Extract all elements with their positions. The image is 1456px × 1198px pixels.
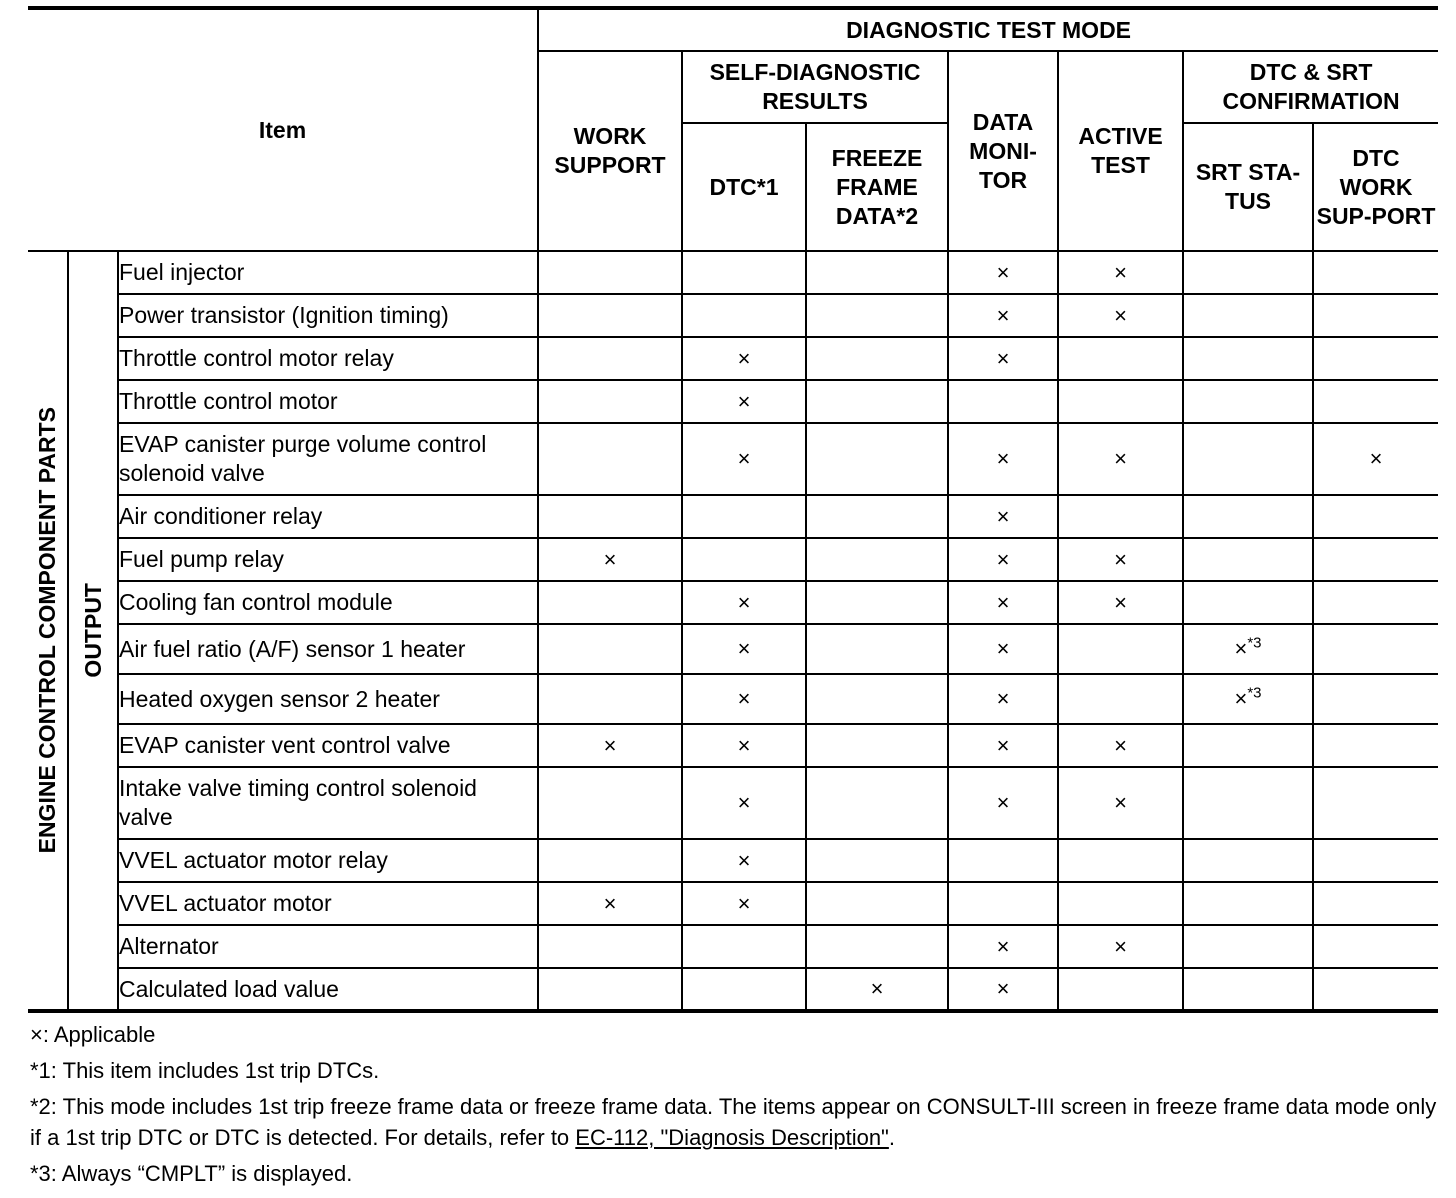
cell-work-support xyxy=(538,495,682,538)
cell-active-test xyxy=(1058,839,1183,882)
cell-data-monitor xyxy=(948,882,1058,925)
table-row xyxy=(28,423,1438,495)
cell-active-test xyxy=(1058,251,1183,294)
cell-dtc xyxy=(682,294,806,337)
applicable-mark: × xyxy=(737,890,751,916)
header-freeze-frame-data: FREEZE FRAME DATA*2 xyxy=(806,123,948,251)
cell-data-monitor xyxy=(948,767,1058,839)
applicable-mark: × xyxy=(1234,636,1248,661)
table-row xyxy=(28,538,1438,581)
cell-work-support xyxy=(538,968,682,1011)
cell-srt-status xyxy=(1183,839,1313,882)
cell-freeze-frame xyxy=(806,423,948,495)
applicable-mark: × xyxy=(737,847,751,873)
table-row xyxy=(28,337,1438,380)
note-applicable: ×: Applicable xyxy=(30,1022,156,1047)
cell-active-test xyxy=(1058,882,1183,925)
cell-data-monitor xyxy=(948,337,1058,380)
row-item-label: Heated oxygen sensor 2 heater xyxy=(118,674,538,724)
table-row xyxy=(28,925,1438,968)
table-row xyxy=(28,968,1438,1011)
row-item-label: VVEL actuator motor xyxy=(118,882,538,925)
cell-srt-status xyxy=(1183,724,1313,767)
note-3: *3: Always “CMPLT” is displayed. xyxy=(30,1161,353,1186)
applicable-mark: × xyxy=(996,446,1010,471)
table-row xyxy=(28,674,1438,724)
cell-active-test xyxy=(1058,380,1183,423)
cell-data-monitor xyxy=(948,839,1058,882)
row-item-label: Air conditioner relay xyxy=(118,495,538,538)
cell-dtc xyxy=(682,538,806,581)
header-active-test: ACTIVE TEST xyxy=(1058,51,1183,251)
applicable-mark: × xyxy=(996,790,1010,815)
side-label-engine-control xyxy=(28,251,68,1011)
side-label-output xyxy=(68,251,118,1011)
cell-dtc-work-support xyxy=(1313,294,1438,337)
cell-active-test xyxy=(1058,724,1183,767)
cell-dtc-work-support xyxy=(1313,925,1438,968)
cell-dtc xyxy=(682,724,806,767)
applicable-mark: × xyxy=(996,686,1010,711)
applicable-mark: × xyxy=(1114,933,1127,959)
applicable-mark: × xyxy=(1114,589,1127,615)
cell-freeze-frame xyxy=(806,624,948,674)
cell-srt-status xyxy=(1183,538,1313,581)
applicable-mark: × xyxy=(870,976,884,1001)
header-self-diagnostic-results: SELF-DIAGNOSTIC RESULTS xyxy=(682,51,948,123)
table-row xyxy=(28,882,1438,925)
applicable-mark: × xyxy=(1369,446,1383,471)
row-item-label: Power transistor (Ignition timing) xyxy=(118,294,538,337)
note-1: *1: This item includes 1st trip DTCs. xyxy=(30,1058,380,1083)
cell-dtc-work-support xyxy=(1313,724,1438,767)
applicable-mark: × xyxy=(737,636,751,661)
cell-freeze-frame xyxy=(806,581,948,624)
cell-work-support xyxy=(538,674,682,724)
applicable-mark: × xyxy=(737,790,751,815)
cell-dtc xyxy=(682,674,806,724)
cell-work-support xyxy=(538,337,682,380)
cell-active-test xyxy=(1058,674,1183,724)
cell-srt-status xyxy=(1183,380,1313,423)
cell-dtc-work-support xyxy=(1313,251,1438,294)
row-item-label: Intake valve timing control solenoid valve xyxy=(118,767,538,839)
applicable-mark: × xyxy=(1114,259,1127,285)
cell-srt-status xyxy=(1183,968,1313,1011)
applicable-mark: × xyxy=(996,933,1010,959)
cell-freeze-frame xyxy=(806,968,948,1011)
row-item-label: Fuel injector xyxy=(118,251,538,294)
applicable-mark: × xyxy=(996,732,1010,758)
header-work-support: WORK SUPPORT xyxy=(538,51,682,251)
cell-freeze-frame xyxy=(806,294,948,337)
table-row xyxy=(28,724,1438,767)
cell-srt-status xyxy=(1183,624,1313,674)
row-item-label: Fuel pump relay xyxy=(118,538,538,581)
applicable-mark: × xyxy=(996,636,1010,661)
cell-active-test xyxy=(1058,767,1183,839)
note-2 xyxy=(30,1091,1438,1153)
applicable-mark: × xyxy=(996,259,1010,285)
cell-active-test xyxy=(1058,925,1183,968)
cell-data-monitor xyxy=(948,495,1058,538)
table-row xyxy=(28,839,1438,882)
diagnosis-description-link[interactable]: EC-112, "Diagnosis Description" xyxy=(575,1125,889,1150)
cell-work-support xyxy=(538,423,682,495)
cell-srt-status xyxy=(1183,423,1313,495)
cell-dtc-work-support xyxy=(1313,624,1438,674)
footnote-3-ref: *3 xyxy=(1247,634,1262,652)
cell-active-test xyxy=(1058,337,1183,380)
header-diagnostic-test-mode: DIAGNOSTIC TEST MODE xyxy=(538,8,1438,51)
cell-dtc xyxy=(682,624,806,674)
cell-data-monitor xyxy=(948,294,1058,337)
cell-data-monitor xyxy=(948,380,1058,423)
cell-active-test xyxy=(1058,294,1183,337)
cell-dtc xyxy=(682,839,806,882)
side-label-engine-control-text: ENGINE CONTROL COMPONENT PARTS xyxy=(34,407,60,854)
cell-dtc xyxy=(682,581,806,624)
cell-dtc-work-support xyxy=(1313,767,1438,839)
diagnostic-test-mode-table xyxy=(28,6,1438,1013)
applicable-mark: × xyxy=(1114,546,1127,572)
applicable-mark: × xyxy=(996,302,1010,328)
applicable-mark: × xyxy=(737,446,751,471)
note-2-end: . xyxy=(888,1125,895,1150)
cell-srt-status xyxy=(1183,581,1313,624)
cell-dtc xyxy=(682,251,806,294)
header-dtc-srt-confirmation: DTC & SRT CONFIRMATION xyxy=(1183,51,1438,123)
cell-active-test xyxy=(1058,423,1183,495)
document xyxy=(28,6,1438,1194)
cell-dtc xyxy=(682,380,806,423)
cell-freeze-frame xyxy=(806,674,948,724)
applicable-mark: × xyxy=(996,546,1010,572)
footnotes xyxy=(28,1019,1438,1189)
cell-srt-status xyxy=(1183,882,1313,925)
applicable-mark: × xyxy=(737,589,751,615)
cell-dtc-work-support xyxy=(1313,968,1438,1011)
header-dtc-work-support: DTC WORK SUP-PORT xyxy=(1313,123,1438,251)
row-item-label: Alternator xyxy=(118,925,538,968)
cell-dtc-work-support xyxy=(1313,495,1438,538)
cell-work-support xyxy=(538,767,682,839)
applicable-mark: × xyxy=(1114,446,1127,471)
cell-freeze-frame xyxy=(806,495,948,538)
cell-dtc xyxy=(682,423,806,495)
applicable-mark: × xyxy=(603,890,617,916)
table-row xyxy=(28,767,1438,839)
applicable-mark: × xyxy=(603,546,617,572)
cell-data-monitor xyxy=(948,624,1058,674)
applicable-mark: × xyxy=(737,345,751,371)
cell-work-support xyxy=(538,925,682,968)
cell-freeze-frame xyxy=(806,724,948,767)
cell-freeze-frame xyxy=(806,925,948,968)
row-item-label: Calculated load value xyxy=(118,968,538,1011)
applicable-mark: × xyxy=(996,976,1010,1001)
cell-work-support xyxy=(538,294,682,337)
row-item-label: Throttle control motor relay xyxy=(118,337,538,380)
applicable-mark: × xyxy=(996,589,1010,615)
cell-srt-status xyxy=(1183,925,1313,968)
applicable-mark: × xyxy=(1234,686,1248,711)
cell-dtc xyxy=(682,767,806,839)
cell-dtc-work-support xyxy=(1313,839,1438,882)
cell-dtc xyxy=(682,925,806,968)
cell-work-support xyxy=(538,251,682,294)
header-dtc: DTC*1 xyxy=(682,123,806,251)
cell-srt-status xyxy=(1183,337,1313,380)
table-row xyxy=(28,624,1438,674)
cell-freeze-frame xyxy=(806,882,948,925)
cell-data-monitor xyxy=(948,538,1058,581)
table-row xyxy=(28,380,1438,423)
cell-data-monitor xyxy=(948,581,1058,624)
table-body xyxy=(28,251,1438,1011)
cell-dtc xyxy=(682,882,806,925)
applicable-mark-note3 xyxy=(1234,636,1261,661)
applicable-mark: × xyxy=(996,345,1010,371)
applicable-mark: × xyxy=(996,503,1010,529)
cell-data-monitor xyxy=(948,674,1058,724)
applicable-mark: × xyxy=(1114,790,1127,815)
cell-data-monitor xyxy=(948,423,1058,495)
header-data-monitor: DATA MONI-TOR xyxy=(948,51,1058,251)
table-row xyxy=(28,495,1438,538)
applicable-mark: × xyxy=(737,732,751,758)
cell-data-monitor xyxy=(948,968,1058,1011)
cell-active-test xyxy=(1058,538,1183,581)
cell-freeze-frame xyxy=(806,839,948,882)
row-item-label: VVEL actuator motor relay xyxy=(118,839,538,882)
cell-freeze-frame xyxy=(806,538,948,581)
footnote-3-ref: *3 xyxy=(1247,684,1262,702)
cell-dtc-work-support xyxy=(1313,538,1438,581)
cell-dtc-work-support xyxy=(1313,423,1438,495)
row-item-label: EVAP canister vent control valve xyxy=(118,724,538,767)
table-row xyxy=(28,581,1438,624)
row-item-label: Air fuel ratio (A/F) sensor 1 heater xyxy=(118,624,538,674)
applicable-mark: × xyxy=(1114,302,1127,328)
row-item-label: Cooling fan control module xyxy=(118,581,538,624)
cell-srt-status xyxy=(1183,294,1313,337)
cell-active-test xyxy=(1058,495,1183,538)
cell-dtc-work-support xyxy=(1313,581,1438,624)
row-item-label: Throttle control motor xyxy=(118,380,538,423)
applicable-mark: × xyxy=(603,732,617,758)
table-row xyxy=(28,294,1438,337)
cell-freeze-frame xyxy=(806,380,948,423)
cell-dtc-work-support xyxy=(1313,337,1438,380)
applicable-mark: × xyxy=(1114,732,1127,758)
cell-work-support xyxy=(538,538,682,581)
cell-active-test xyxy=(1058,581,1183,624)
header-item: Item xyxy=(28,8,538,251)
cell-active-test xyxy=(1058,624,1183,674)
cell-dtc xyxy=(682,495,806,538)
cell-data-monitor xyxy=(948,724,1058,767)
cell-srt-status xyxy=(1183,251,1313,294)
cell-data-monitor xyxy=(948,925,1058,968)
cell-dtc-work-support xyxy=(1313,380,1438,423)
cell-work-support xyxy=(538,724,682,767)
cell-srt-status xyxy=(1183,674,1313,724)
cell-srt-status xyxy=(1183,767,1313,839)
header-srt-status: SRT STA-TUS xyxy=(1183,123,1313,251)
cell-active-test xyxy=(1058,968,1183,1011)
row-item-label: EVAP canister purge volume control solenoid valve xyxy=(118,423,538,495)
cell-work-support xyxy=(538,624,682,674)
applicable-mark: × xyxy=(737,388,751,414)
cell-dtc xyxy=(682,968,806,1011)
cell-dtc-work-support xyxy=(1313,674,1438,724)
applicable-mark-note3 xyxy=(1234,686,1261,711)
cell-data-monitor xyxy=(948,251,1058,294)
cell-work-support xyxy=(538,839,682,882)
note-2-text: *2: This mode includes 1st trip freeze frame data or freeze frame data. The items appear on CONSULT-III screen in freeze frame data mode only if a 1st trip DTC or DTC is detected. For details, refer to xyxy=(30,1094,1437,1150)
cell-work-support xyxy=(538,380,682,423)
cell-freeze-frame xyxy=(806,337,948,380)
cell-dtc xyxy=(682,337,806,380)
table-row xyxy=(28,251,1438,294)
cell-srt-status xyxy=(1183,495,1313,538)
cell-freeze-frame xyxy=(806,251,948,294)
cell-dtc-work-support xyxy=(1313,882,1438,925)
cell-freeze-frame xyxy=(806,767,948,839)
cell-work-support xyxy=(538,581,682,624)
side-label-output-text: OUTPUT xyxy=(79,583,106,678)
applicable-mark: × xyxy=(737,686,751,711)
cell-work-support xyxy=(538,882,682,925)
